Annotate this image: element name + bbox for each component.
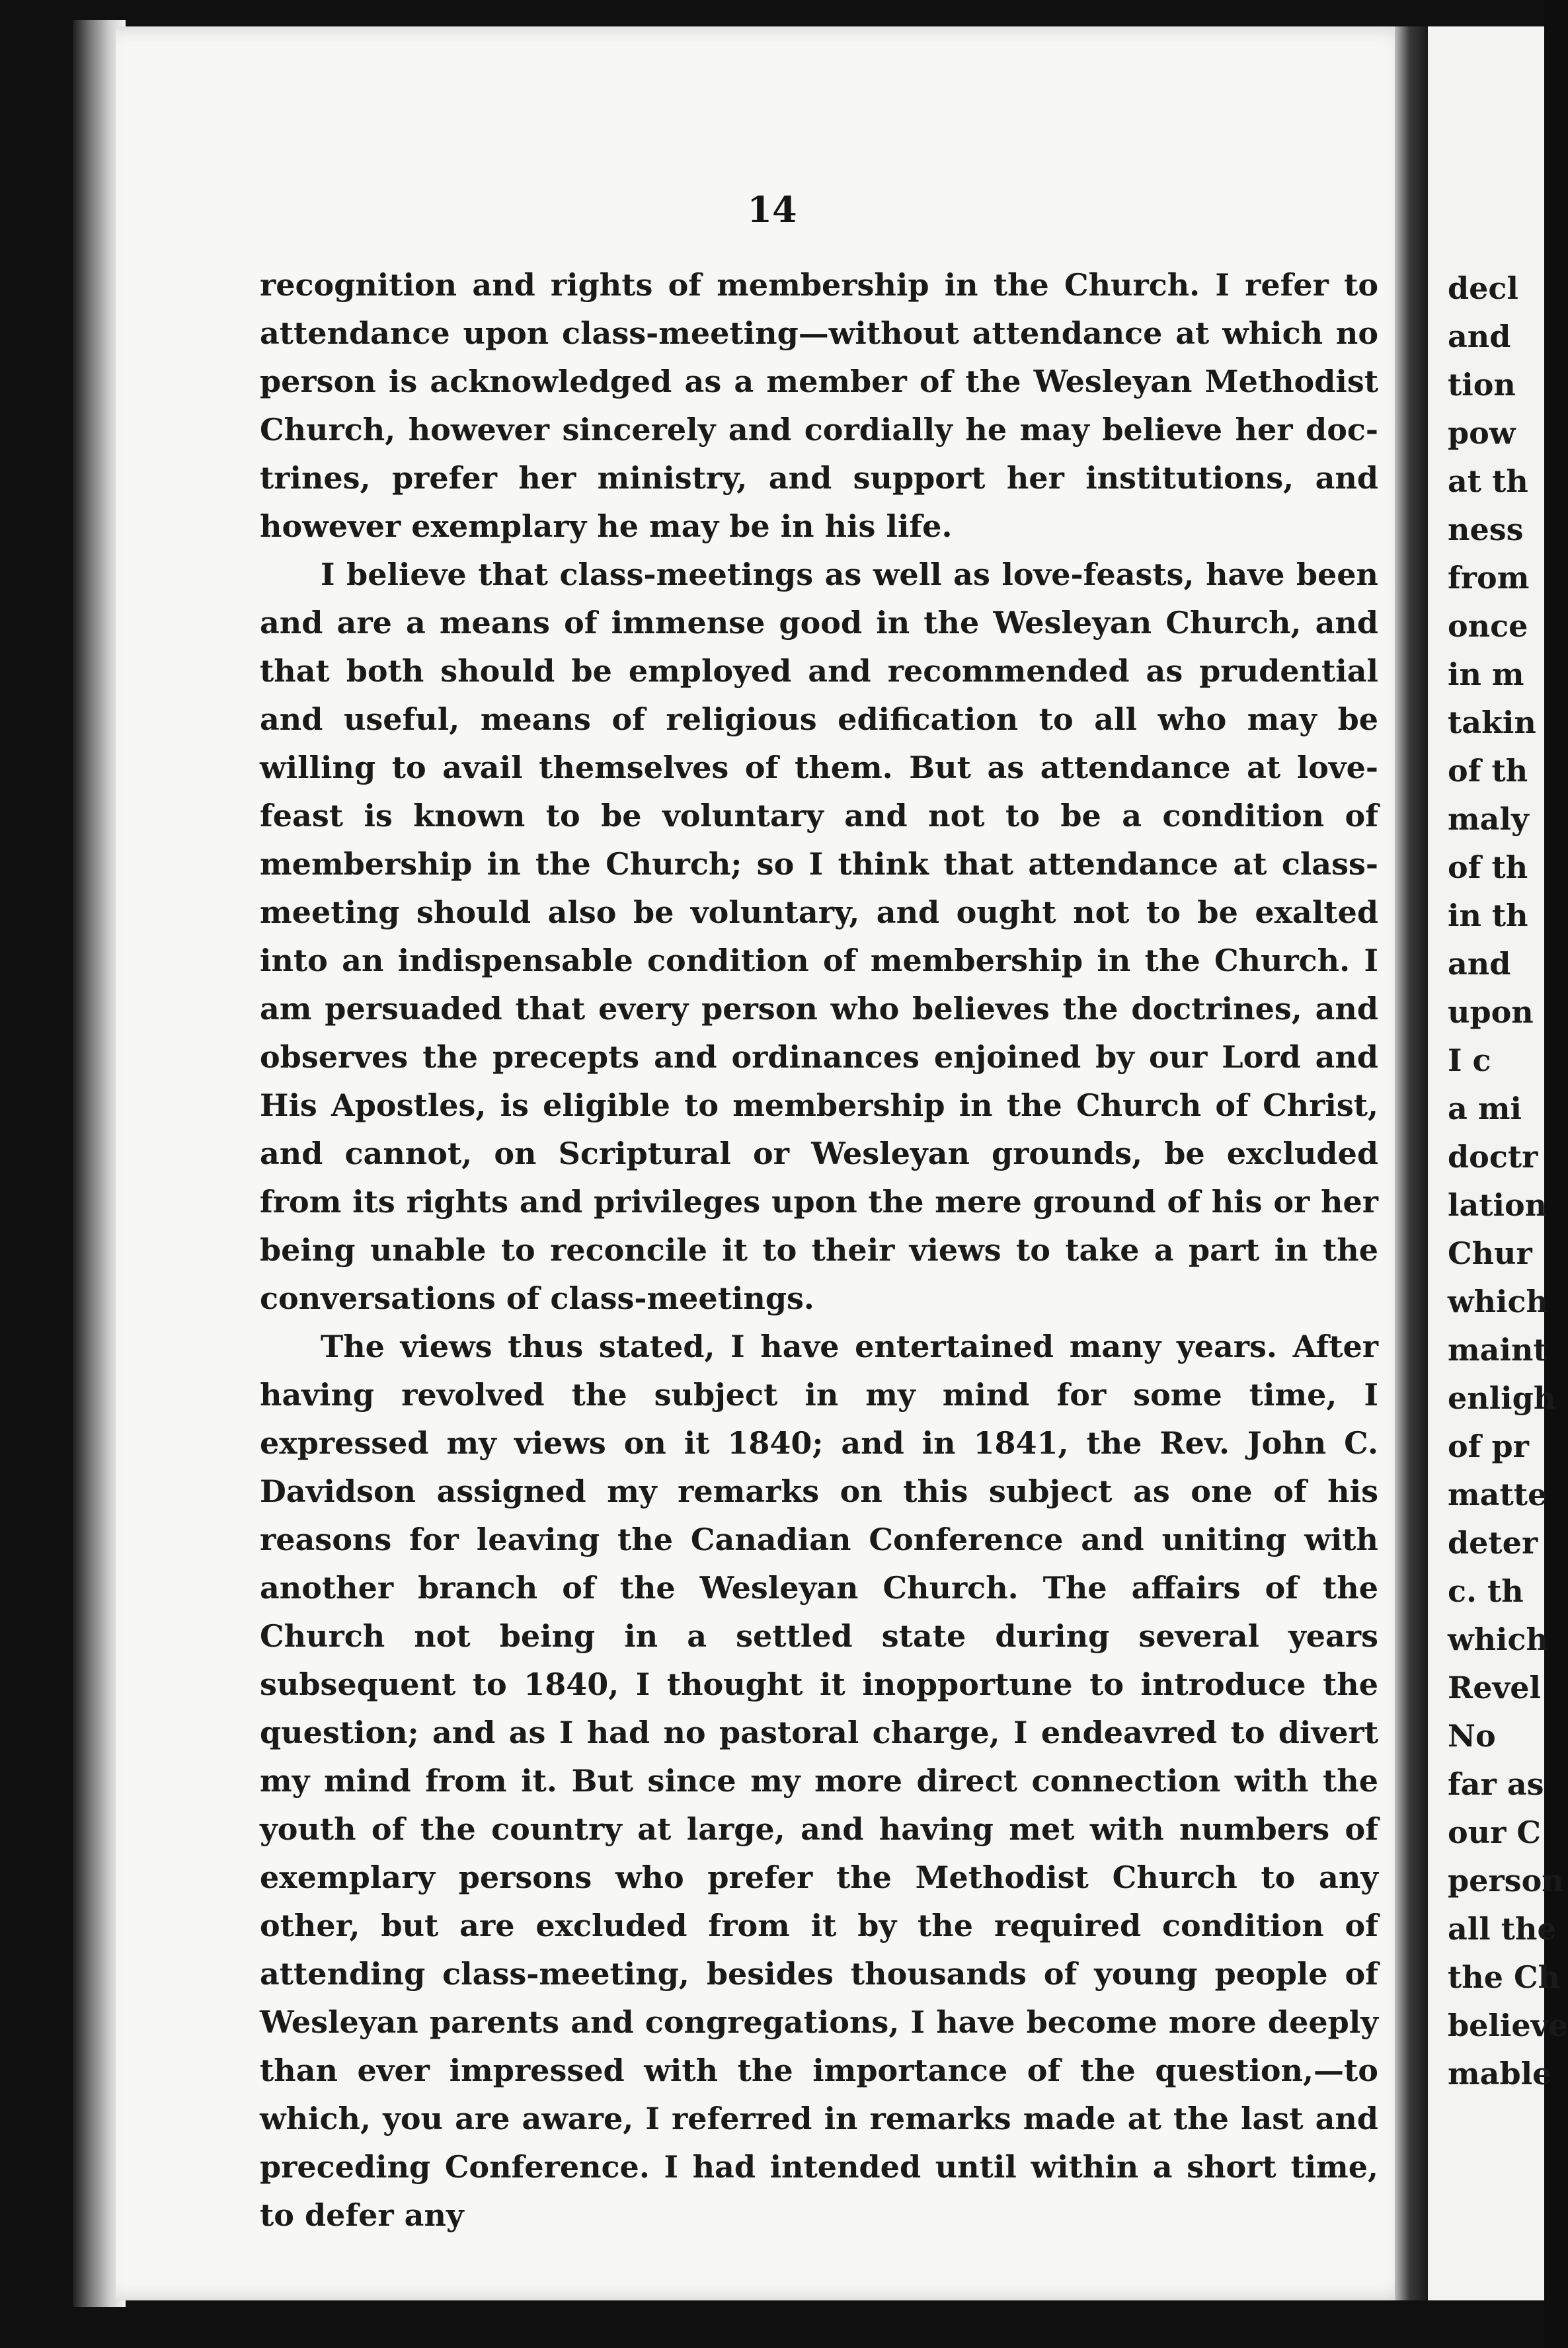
- facing-fragment: ness: [1448, 512, 1524, 547]
- facing-fragment: and: [1448, 946, 1511, 982]
- facing-fragment: from: [1448, 560, 1530, 596]
- book-gutter: [1395, 26, 1428, 2300]
- paragraph-3: The views thus stated, I have entertained many years. After having revolved the subject in my mind for some time, I expressed my views on it 1840; and in 1841, the Rev. John C. Davidson assigned my remarks on this subject as one of his reasons for leaving the Canadian Conference and uniting with another branch of the Wesleyan Church. The affairs of the Church not being in a settled state during several years subsequent to 1840, I thought it inopportune to introduce the question; and as I had no pastoral charge, I endeavred to divert my mind from it. But since my more direct connection with the youth of the country at large, and having met with numbers of exemplary persons who prefer the Methodist Church to any other, but are excluded from it by the required condition of attending class-meeting, besides thousands of young people of Wesleyan parents and congregations, I have become more deeply than ever impressed with the importance of the question,—to which, you are aware, I referred in remarks made at the last and preceding Conference. I had intended until within a short time, to defer any: [260, 1329, 1378, 2233]
- facing-page-text: [1448, 264, 1568, 2098]
- facing-fragment: the Ch: [1448, 1959, 1561, 1995]
- facing-fragment: matte: [1448, 1477, 1548, 1512]
- facing-fragment: in th: [1448, 898, 1528, 933]
- facing-fragment: takin: [1448, 705, 1536, 740]
- facing-fragment: upon: [1448, 994, 1534, 1030]
- facing-fragment: person: [1448, 1863, 1564, 1898]
- facing-fragment: c. th: [1448, 1573, 1524, 1609]
- facing-fragment: Chur: [1448, 1235, 1532, 1271]
- facing-fragment: enligh: [1448, 1380, 1556, 1416]
- facing-fragment: mable: [1448, 2056, 1552, 2092]
- facing-fragment: of pr: [1448, 1428, 1529, 1464]
- facing-fragment: pow: [1448, 415, 1516, 451]
- facing-fragment: once: [1448, 608, 1528, 644]
- paragraph-2: I believe that class-meetings as well as love-feasts, have been and are a means of immense good in the Wesleyan Church, and that both should be employed and recommended as prudential and useful, means of religious edification to all who may be willing to avail themselves of them. But as attendance at love-feast is known to be voluntary and not to be a condition of membership in the Church; so I think that attendance at class-meeting should also be voluntary, and ought not to be exalted into an indispensable condition of membership in the Church. I am persuaded that every person who believes the doctrines, and observes the precepts and ordinances enjoined by our Lord and His Apostles, is eligible to membership in the Church of Christ, and cannot, on Scriptural or Wesleyan grounds, be excluded from its rights and privileges upon the mere ground of his or her being unable to reconcile it to their views to take a part in the conversations of class-meetings.: [260, 557, 1378, 1316]
- facing-fragment: at th: [1448, 463, 1528, 499]
- facing-fragment: in m: [1448, 656, 1524, 692]
- facing-fragment: and: [1448, 319, 1511, 354]
- facing-fragment: tion: [1448, 367, 1516, 403]
- facing-fragment: which: [1448, 1284, 1548, 1319]
- facing-fragment: maly: [1448, 801, 1529, 837]
- facing-fragment: Revel: [1448, 1670, 1541, 1705]
- facing-fragment: No: [1448, 1718, 1496, 1754]
- facing-fragment: of th: [1448, 849, 1528, 885]
- facing-fragment: I c: [1448, 1042, 1491, 1078]
- facing-fragment: which: [1448, 1622, 1548, 1657]
- facing-fragment: deter: [1448, 1525, 1538, 1561]
- facing-fragment: our C: [1448, 1815, 1541, 1850]
- facing-fragment: all the: [1448, 1911, 1557, 1947]
- facing-fragment: of th: [1448, 753, 1528, 789]
- facing-fragment: lation: [1448, 1187, 1548, 1223]
- facing-fragment: maint: [1448, 1332, 1548, 1368]
- facing-fragment: believe: [1448, 2008, 1568, 2043]
- facing-fragment: doctr: [1448, 1139, 1538, 1175]
- facing-fragment: far as: [1448, 1766, 1544, 1802]
- page-body: [260, 261, 1378, 2240]
- facing-fragment: a mi: [1448, 1091, 1522, 1126]
- facing-fragment: decl: [1448, 270, 1518, 306]
- page-number: 14: [747, 188, 797, 231]
- paragraph-1: recognition and rights of membership in the Church. I refer to attendance upon class-meeting—without attendance at which no person is acknowledged as a member of the Wesleyan Methodist Church, however sincerely and cordially he may believe her doctrines, prefer her ministry, and support her institutions, and however exemplary he may be in his life.: [260, 267, 1378, 544]
